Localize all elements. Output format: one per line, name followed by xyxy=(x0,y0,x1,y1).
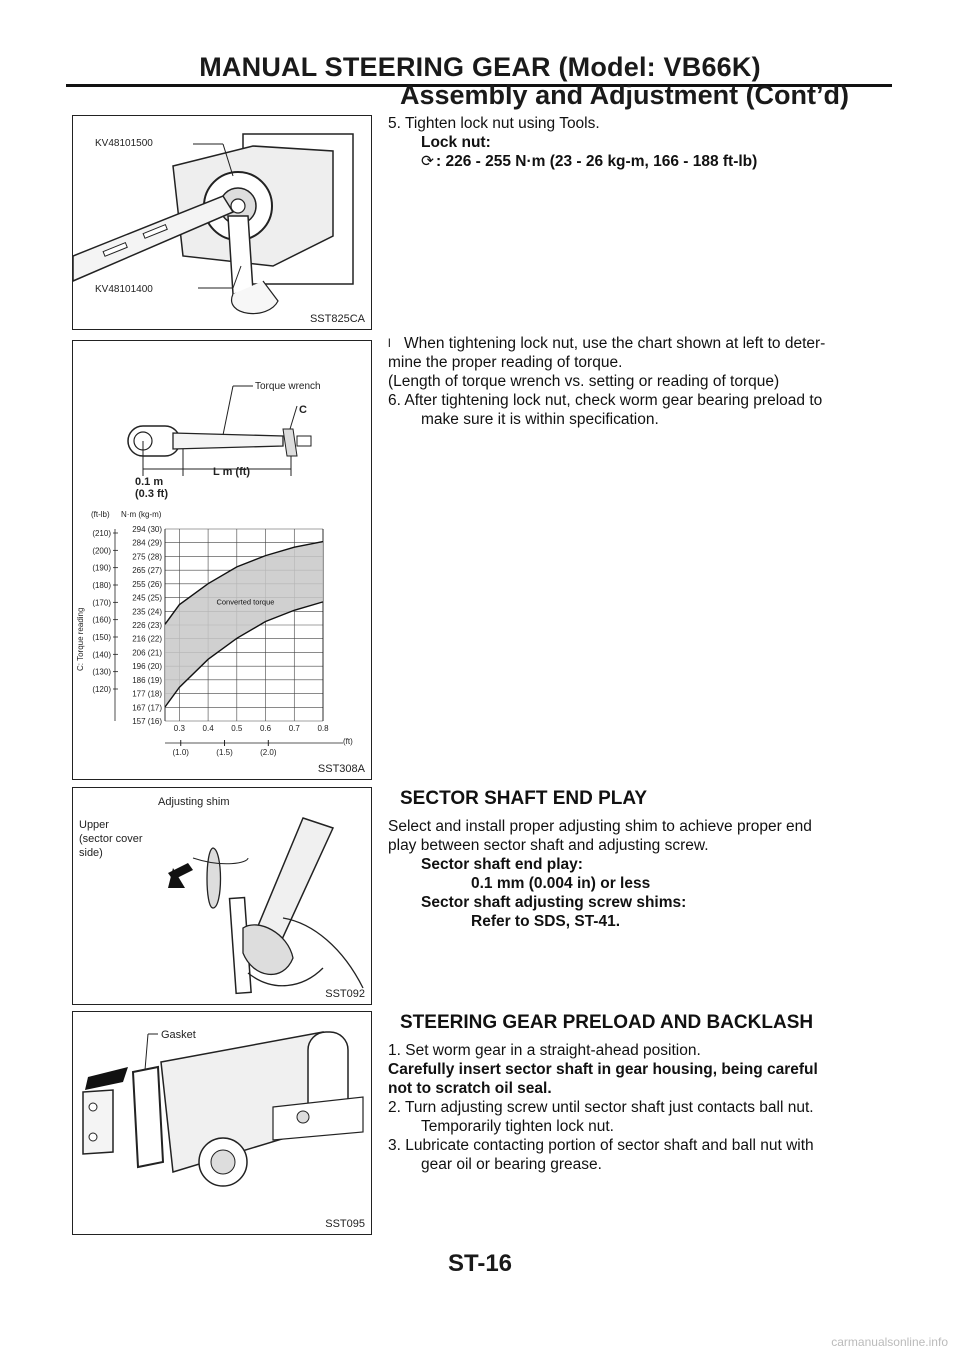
y-nm-tick-label: 196 (20) xyxy=(132,662,162,672)
y-ftlb-tick-label: (160) xyxy=(92,615,111,625)
lock-nut-label: Lock nut: xyxy=(421,134,491,151)
end-play-value: 0.1 mm (0.004 in) or less xyxy=(471,875,651,892)
upper-label-1: Upper xyxy=(79,819,109,831)
shim-label: Adjusting shim xyxy=(158,796,230,808)
note-line-3: (Length of torque wrench vs. setting or reading of torque) xyxy=(388,373,780,390)
x-tick-label: 0.4 xyxy=(202,724,214,733)
sector-para-1: Select and install proper adjusting shim to achieve proper end xyxy=(388,818,812,835)
units-ftlb-label: (ft-lb) xyxy=(91,510,110,519)
gasket-illustration xyxy=(73,1012,371,1234)
y-ftlb-tick-label: (170) xyxy=(92,598,111,608)
figure-code: SST092 xyxy=(325,988,365,1000)
bullet-marker: l xyxy=(388,336,391,350)
y-ftlb-tick-label: (120) xyxy=(92,685,111,694)
figure-code: SST308A xyxy=(317,763,365,775)
step6-line-1: 6. After tightening lock nut, check worm gear bearing preload to xyxy=(388,392,823,409)
preload-step-3b: gear oil or bearing grease. xyxy=(421,1156,602,1173)
note-bullet xyxy=(388,334,896,353)
dim-label: 0.1 m xyxy=(135,476,164,488)
x-tick-label: 0.7 xyxy=(288,724,300,733)
tool-label-kv48101400: KV48101400 xyxy=(95,284,153,295)
point-c-label: C xyxy=(299,404,307,416)
sector-block xyxy=(388,817,896,931)
x-tick-label: 0.5 xyxy=(231,724,243,733)
figure-lock-nut-tools xyxy=(72,115,372,330)
x-tick-label: 0.3 xyxy=(173,724,185,733)
x-ft-tick-label: (1.5) xyxy=(216,748,233,757)
converted-torque-area xyxy=(165,542,323,707)
page-header-title: MANUAL STEERING GEAR (Model: VB66K) xyxy=(199,52,761,82)
y-nm-tick-label: 226 (23) xyxy=(132,621,162,630)
upper-label-3: side) xyxy=(79,847,103,859)
y-nm-tick-label: 206 (21) xyxy=(132,648,162,658)
y-nm-tick-label: 167 (17) xyxy=(132,703,162,713)
step6-line-2: make sure it is within specification. xyxy=(421,411,659,428)
y-nm-tick-label: 245 (25) xyxy=(132,593,162,603)
y-nm-tick-label: 177 (18) xyxy=(132,689,162,699)
note-line-2: mine the proper reading of torque. xyxy=(388,354,623,371)
x-tick-label: 0.6 xyxy=(259,724,272,733)
gasket-label: Gasket xyxy=(161,1029,196,1041)
y-ftlb-tick-label: (190) xyxy=(92,563,111,573)
y-ftlb-tick-label: (200) xyxy=(92,546,111,556)
preload-step-2a: 2. Turn adjusting screw until sector shaft just contacts ball nut. xyxy=(388,1099,814,1116)
note-block xyxy=(388,334,896,429)
units-nm-label: N·m (kg-m) xyxy=(121,510,162,519)
y-ftlb-tick-label: (210) xyxy=(92,529,111,538)
watermark: carmanualsonline.info xyxy=(831,1335,948,1349)
y-nm-tick-label: 186 (19) xyxy=(132,675,162,685)
figure-gasket xyxy=(72,1011,372,1235)
page-number: ST-16 xyxy=(447,1250,513,1277)
upper-label-2: (sector cover xyxy=(79,833,143,845)
y-ftlb-tick-label: (140) xyxy=(92,650,111,660)
caution-line-1: Carefully insert sector shaft in gear housing, being careful xyxy=(388,1061,818,1078)
step5-block xyxy=(388,114,896,171)
y-ftlb-tick-label: (130) xyxy=(92,667,111,677)
shims-label: Sector shaft adjusting screw shims: xyxy=(421,894,687,911)
dim-ft-label: (0.3 ft) xyxy=(135,488,168,500)
x-ft-tick-label: (1.0) xyxy=(172,748,189,757)
y-nm-tick-label: 265 (27) xyxy=(132,566,162,576)
converted-torque-label: Converted torque xyxy=(216,597,275,607)
end-play-label: Sector shaft end play: xyxy=(421,856,583,873)
chart-plot-area xyxy=(92,525,343,757)
preload-step-1: 1. Set worm gear in a straight-ahead position. xyxy=(388,1042,701,1059)
torque-wrench-chart xyxy=(73,341,371,779)
x-ft-tick-label: (2.0) xyxy=(260,748,277,757)
note-line-1: When tightening lock nut, use the chart shown at left to deter- xyxy=(404,335,826,352)
lock-nut-torque xyxy=(388,152,896,171)
y-ftlb-tick-label: (150) xyxy=(92,633,111,642)
step5-text: 5. Tighten lock nut using Tools. xyxy=(388,115,600,132)
figure-adjusting-shim xyxy=(72,787,372,1005)
figure-code: SST825CA xyxy=(309,313,365,325)
y-nm-tick-label: 294 (30) xyxy=(132,525,162,534)
page-subtitle: Assembly and Adjustment (Cont’d) xyxy=(400,80,850,110)
length-label: L m (ft) xyxy=(213,466,251,478)
sector-para-2: play between sector shaft and adjusting screw. xyxy=(388,837,709,854)
y-nm-tick-label: 216 (22) xyxy=(132,634,162,644)
tool-label-kv48101500: KV48101500 xyxy=(95,138,153,149)
shims-value: Refer to SDS, ST-41. xyxy=(471,913,621,930)
caution-line-2: not to scratch oil seal. xyxy=(388,1080,552,1097)
lock-nut-tools-illustration xyxy=(73,116,371,329)
figure-torque-chart xyxy=(72,340,372,780)
y-nm-tick-label: 235 (24) xyxy=(132,607,162,617)
y-nm-tick-label: 255 (26) xyxy=(132,579,162,589)
torque-spec-text: : 226 - 255 N·m (23 - 26 kg-m, 166 - 188 ft-lb) xyxy=(436,153,758,170)
y-nm-tick-label: 284 (29) xyxy=(132,538,162,548)
preload-heading: STEERING GEAR PRELOAD AND BACKLASH xyxy=(400,1012,814,1033)
torque-wrench-icon: ⟳ xyxy=(421,153,434,170)
figure-code: SST095 xyxy=(325,1218,365,1230)
torque-wrench-label: Torque wrench xyxy=(255,381,321,392)
x-tick-label: 0.8 xyxy=(317,724,329,733)
y-nm-tick-label: 275 (28) xyxy=(132,552,162,562)
y-ftlb-tick-label: (180) xyxy=(92,581,111,590)
ft-unit-label: (ft) xyxy=(343,737,353,746)
y-axis-label: C: Torque reading xyxy=(76,607,85,671)
sector-heading: SECTOR SHAFT END PLAY xyxy=(400,788,648,809)
adjusting-shim-illustration xyxy=(73,788,371,1004)
y-nm-tick-label: 157 (16) xyxy=(132,717,162,726)
preload-block xyxy=(388,1041,896,1174)
preload-step-2b: Temporarily tighten lock nut. xyxy=(421,1118,614,1135)
preload-step-3a: 3. Lubricate contacting portion of sector shaft and ball nut with xyxy=(388,1137,814,1154)
